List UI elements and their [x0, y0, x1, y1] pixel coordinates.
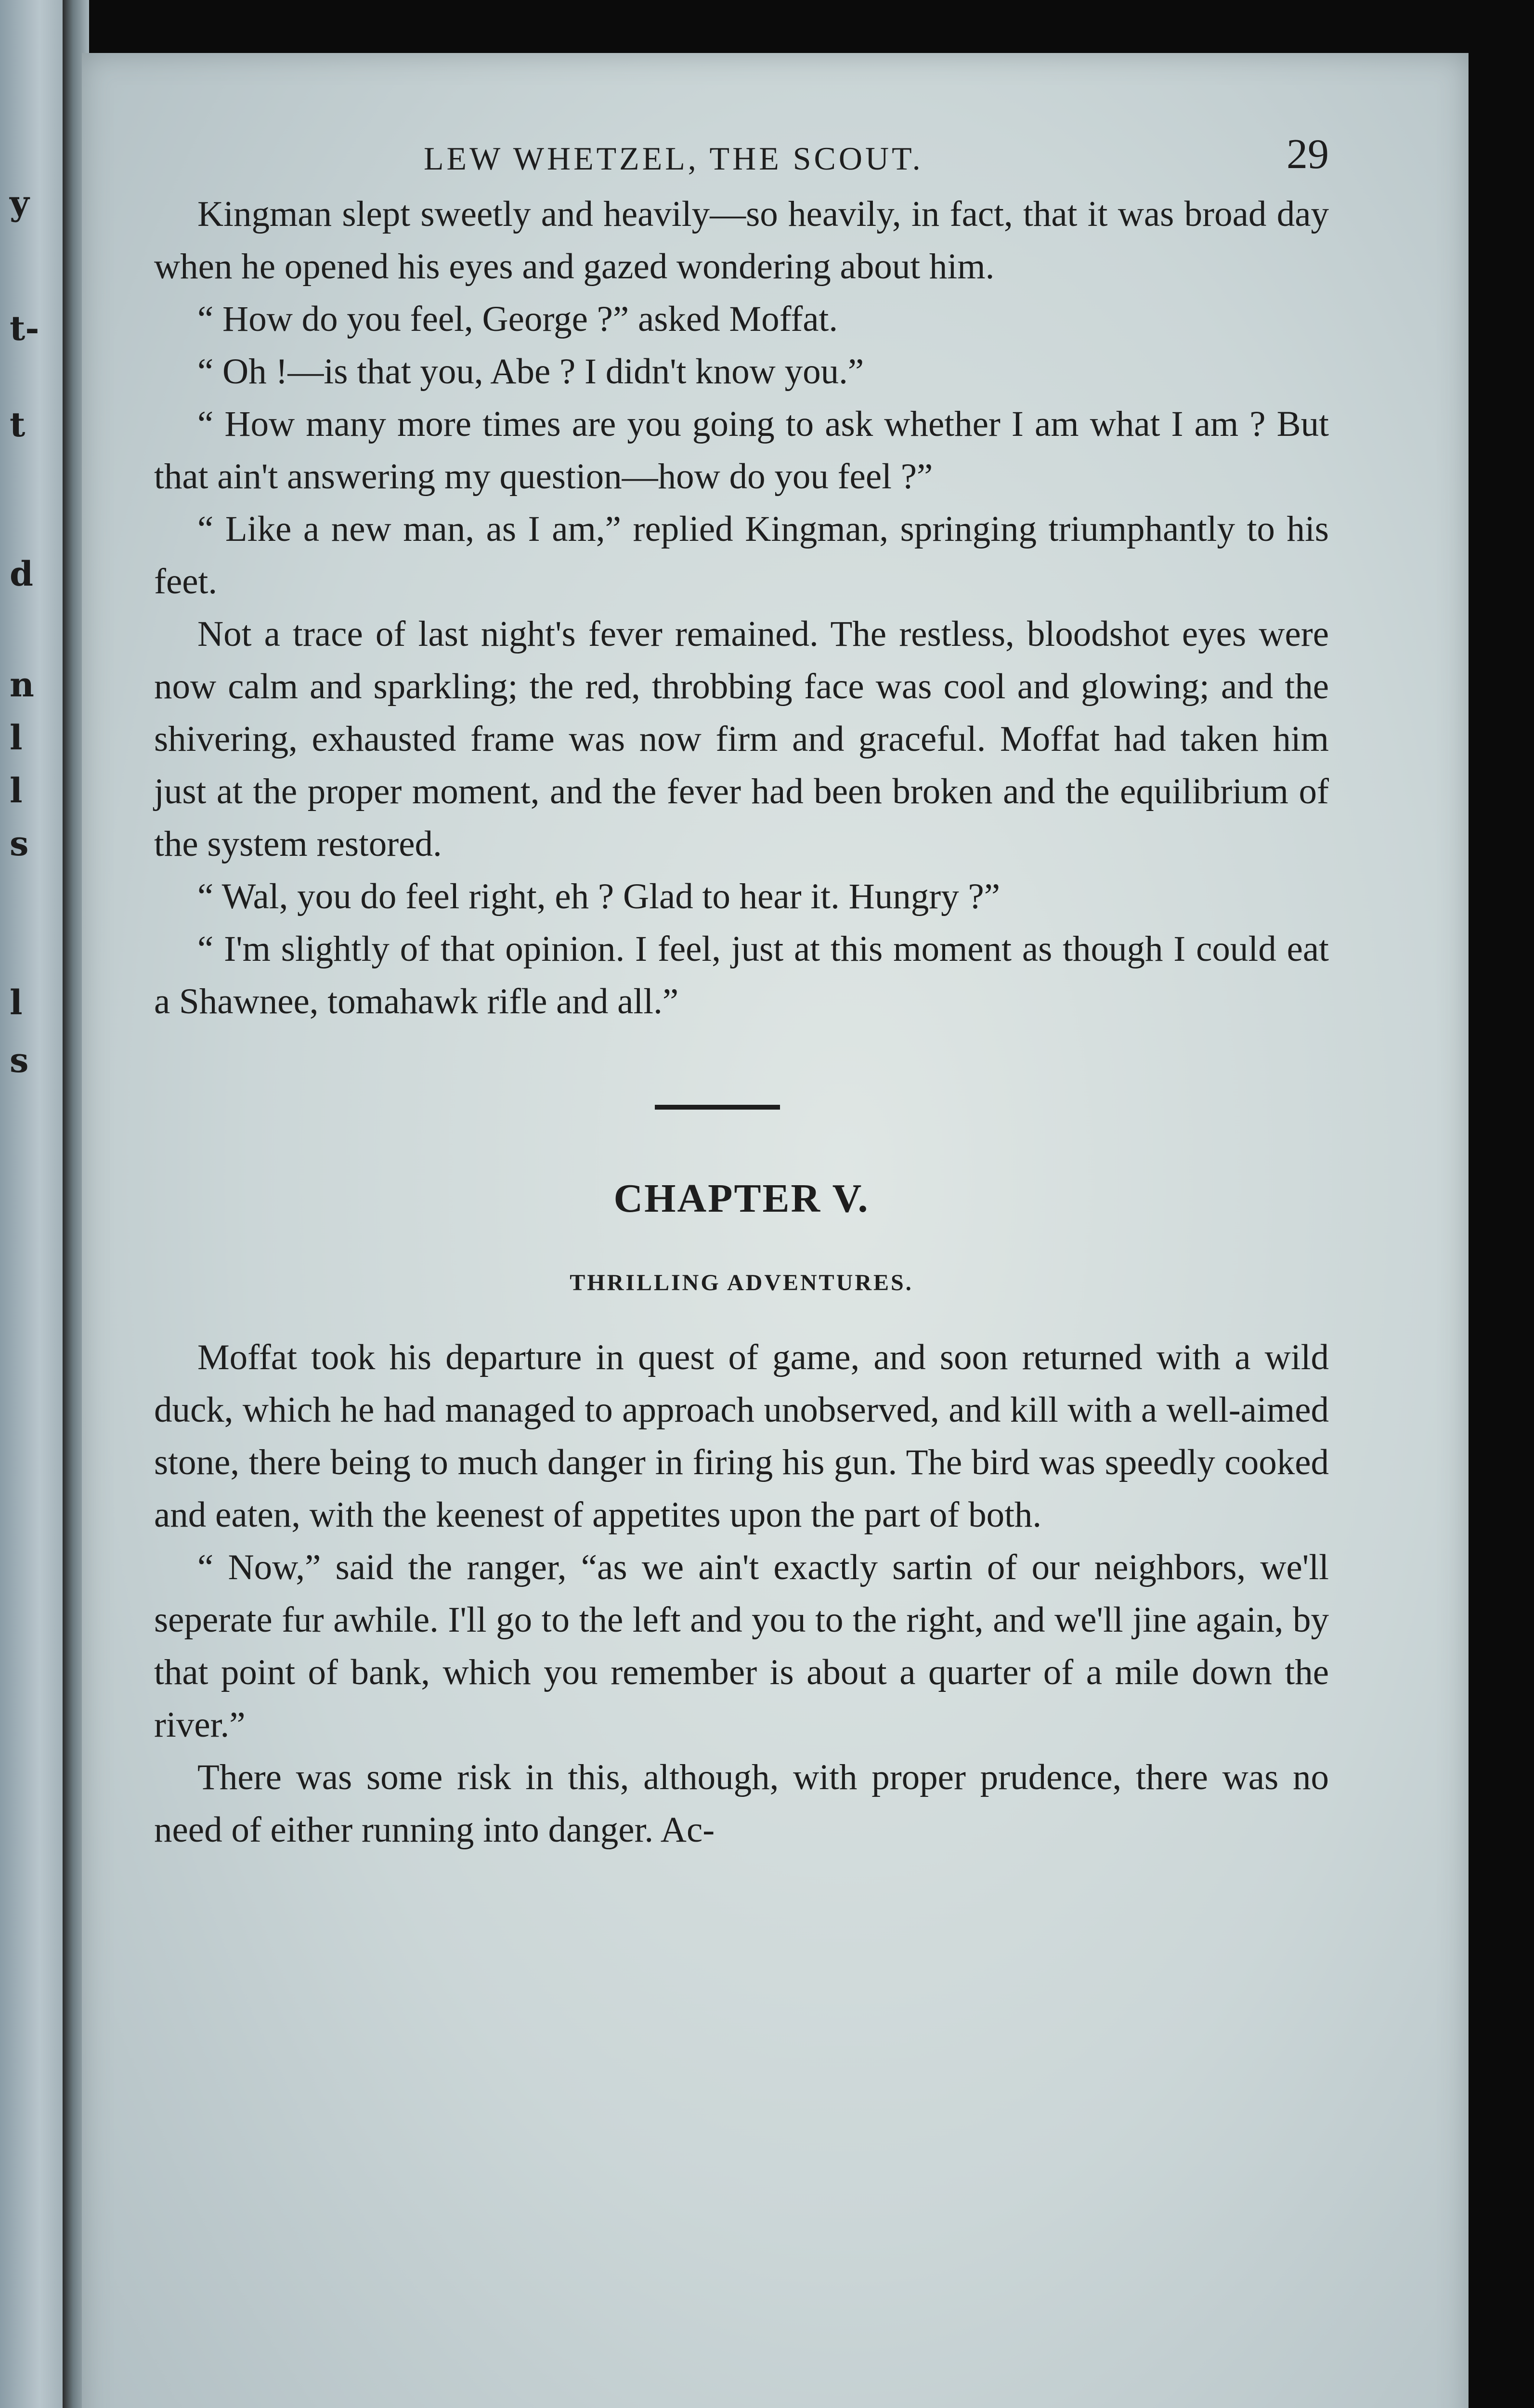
paragraph: “ How many more times are you going to ask whether I am what I am ? But that ain't answering my question—how do you feel ?” [154, 404, 1329, 497]
page-number: 29 [1287, 131, 1329, 178]
left-fragment: l [10, 771, 23, 811]
left-fragment: l [10, 982, 23, 1022]
section-divider [154, 1028, 1329, 1163]
left-fragment: l [10, 718, 23, 758]
left-fragment: s [10, 824, 29, 864]
paragraph: Not a trace of last night's fever remained. The restless, bloodshot eyes were now calm and sparkling; the red, throbbing face was cool and glowing; and the shivering, exhausted frame was now firm and graceful. Moffat had taken him just at the proper moment, and the fever had been broken and the equilibrium of the system restored. [154, 614, 1329, 864]
left-fragment: n [10, 665, 34, 705]
running-header [154, 131, 1329, 188]
paragraph: “ Wal, you do feel right, eh ? Glad to hear it. Hungry ?” [197, 877, 1001, 916]
book-page [82, 53, 1469, 2408]
paragraph: “ Now,” said the ranger, “as we ain't exactly sartin of our neighbors, we'll seperate fur awhile. I'll go to the left and you to the right, and we'll jine again, by that point of bank, which you remember is about a quarter of a mile down the river.” [154, 1547, 1329, 1745]
left-fragment: s [10, 1040, 29, 1080]
chapter-subtitle: THRILLING ADVENTURES. [570, 1270, 913, 1296]
paragraph: “ Like a new man, as I am,” replied Kingman, springing triumphantly to his feet. [154, 509, 1329, 602]
paragraph: “ I'm slightly of that opinion. I feel, just at this moment as though I could eat a Shawnee, tomahawk rifle and all.” [154, 929, 1329, 1021]
paragraph: Moffat took his departure in quest of game, and soon returned with a wild duck, which he had managed to approach unobserved, and kill with a well-aimed stone, there being to much danger in firing his gun. The bird was speedly cooked and eaten, with the keenest of appetites upon the part of both. [154, 1337, 1329, 1535]
page-content [154, 131, 1329, 1856]
left-fragment: t [10, 405, 26, 445]
divider-rule [655, 1105, 780, 1110]
left-fragment: y [10, 183, 29, 223]
left-fragment: d [10, 554, 33, 594]
paragraph: Kingman slept sweetly and heavily—so heavily, in fact, that it was broad day when he opened his eyes and gazed wondering about him. [154, 194, 1329, 287]
paragraph: “ How do you feel, George ?” asked Moffat. [197, 299, 838, 339]
left-page-cut-text [0, 0, 72, 2408]
left-fragment: t- [10, 308, 39, 348]
chapter-title: CHAPTER V. [613, 1176, 870, 1221]
paragraph: “ Oh !—is that you, Abe ? I didn't know you.” [197, 352, 864, 392]
paragraph: There was some risk in this, although, with proper prudence, there was no need of either running into danger. Ac- [154, 1757, 1329, 1850]
running-title: LEW WHETZEL, THE SCOUT. [424, 140, 923, 177]
